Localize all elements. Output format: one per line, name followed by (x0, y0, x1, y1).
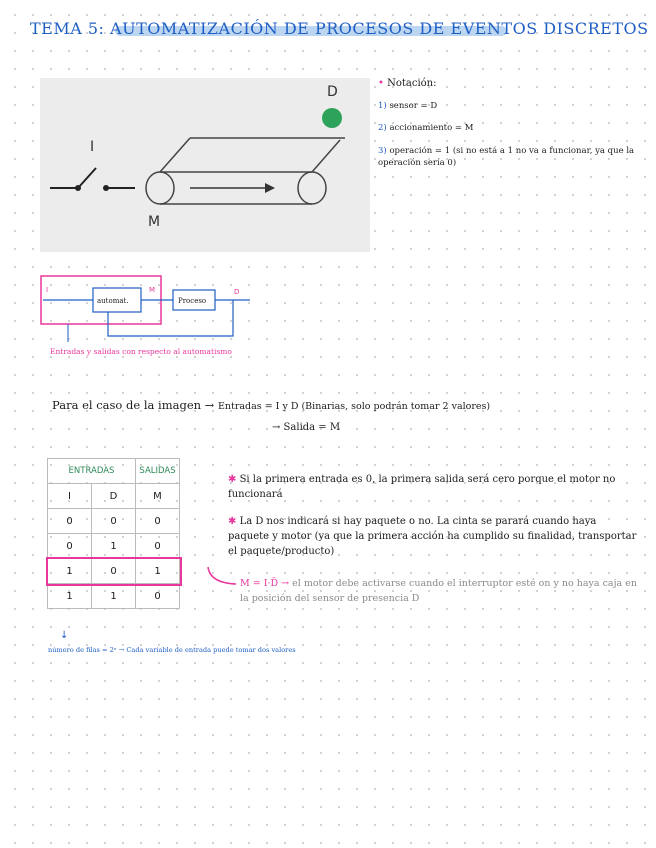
cell: 1 (92, 534, 136, 559)
conveyor-drawing (40, 78, 370, 252)
cell: 0 (92, 559, 136, 584)
explain-p1-text: Si la primera entrada es 0, la primera salida será cero porque el motor no funcionará (228, 474, 616, 500)
header-inputs: ENTRADAS (48, 459, 136, 484)
cell: 0 (48, 534, 92, 559)
col-m: M (136, 484, 180, 509)
notation-text: sensor = D (389, 101, 438, 111)
automat-label: automat. (97, 297, 129, 305)
formula-text: el motor debe activarse cuando el interruptor esté on y no haya caja en la posición del sensor de presencia D (240, 578, 637, 604)
page-title: TEMA 5: AUTOMATIZACIÓN DE PROCESOS DE EVENTOS DISCRETOS (30, 19, 649, 38)
cell: 1 (48, 584, 92, 609)
label-m: M (148, 214, 161, 230)
cell: 0 (48, 509, 92, 534)
formula-block (240, 576, 638, 606)
formula-connector (206, 565, 242, 591)
roller-left (146, 172, 174, 204)
truth-table (47, 458, 180, 609)
table-row (48, 534, 180, 559)
table-row (48, 509, 180, 534)
belt-edge-1 (160, 138, 190, 172)
notation-num: 2) (378, 123, 387, 133)
label-i: I (90, 139, 95, 155)
notation-num: 1) (378, 101, 387, 111)
explain-p2 (228, 514, 638, 559)
notation-text: operación = 1 (si no está a 1 no va a funcionar, ya que la operación sería 0) (378, 146, 635, 168)
rows-note: número de filas = 2ⁿ → Cada variable de entrada puede tomar dos valores (48, 646, 296, 654)
table-row-highlight (48, 559, 180, 584)
bullet: ✱ (228, 516, 237, 527)
case-output: → Salida = M (272, 422, 341, 433)
notation-item (378, 123, 648, 133)
cell: 0 (136, 584, 180, 609)
down-arrow: ↓ (60, 630, 69, 641)
header-outputs: SALIDAS (136, 459, 180, 484)
col-d: D (92, 484, 136, 509)
block-caption: Entradas y salidas con respecto al automatismo (50, 347, 232, 356)
cell: 0 (136, 509, 180, 534)
case-prefix: Para el caso de la imagen → (52, 398, 215, 412)
cell: 0 (92, 509, 136, 534)
case-line-1 (52, 398, 490, 412)
connector-arrow (208, 567, 236, 584)
label-d: D (327, 84, 338, 100)
explain-p1 (228, 472, 638, 502)
col-i: I (48, 484, 92, 509)
switch-lever (78, 168, 96, 188)
notation-item (378, 101, 648, 111)
explain-p2-text: La D nos indicará si hay paquete o no. La cinta se parará cuando haya paquete y motor (ya que la primera acción ha cumplido su finalidad, transportar el paquete/producto) (228, 516, 637, 557)
conveyor-figure (40, 78, 370, 252)
roller-right (298, 172, 326, 204)
notation-heading (378, 78, 648, 89)
belt-arrowhead (265, 183, 275, 193)
block-in-label: I (46, 286, 49, 294)
cell: 0 (136, 534, 180, 559)
cell: 1 (48, 559, 92, 584)
block-out-label: M (149, 286, 156, 294)
block-diagram (38, 272, 278, 362)
bullet: ✱ (228, 474, 237, 485)
bullet: • (378, 78, 384, 89)
notation-heading-text: Notación: (387, 78, 437, 89)
sensor-light (322, 108, 342, 128)
cell: 1 (136, 559, 180, 584)
notation-text: accionamiento = M (389, 123, 474, 133)
cell: 1 (92, 584, 136, 609)
notation-num: 3) (378, 146, 387, 156)
notation-block (378, 78, 648, 169)
proceso-label: Proceso (178, 297, 207, 305)
block-d-label: D (234, 288, 240, 296)
formula: M = I·D̄ → (240, 578, 290, 589)
belt-edge-3 (312, 140, 340, 172)
case-inputs: Entradas = I y D (Binarias, solo podrán tomar 2 valores) (217, 401, 491, 412)
notation-item (378, 145, 648, 169)
table-row (48, 584, 180, 609)
